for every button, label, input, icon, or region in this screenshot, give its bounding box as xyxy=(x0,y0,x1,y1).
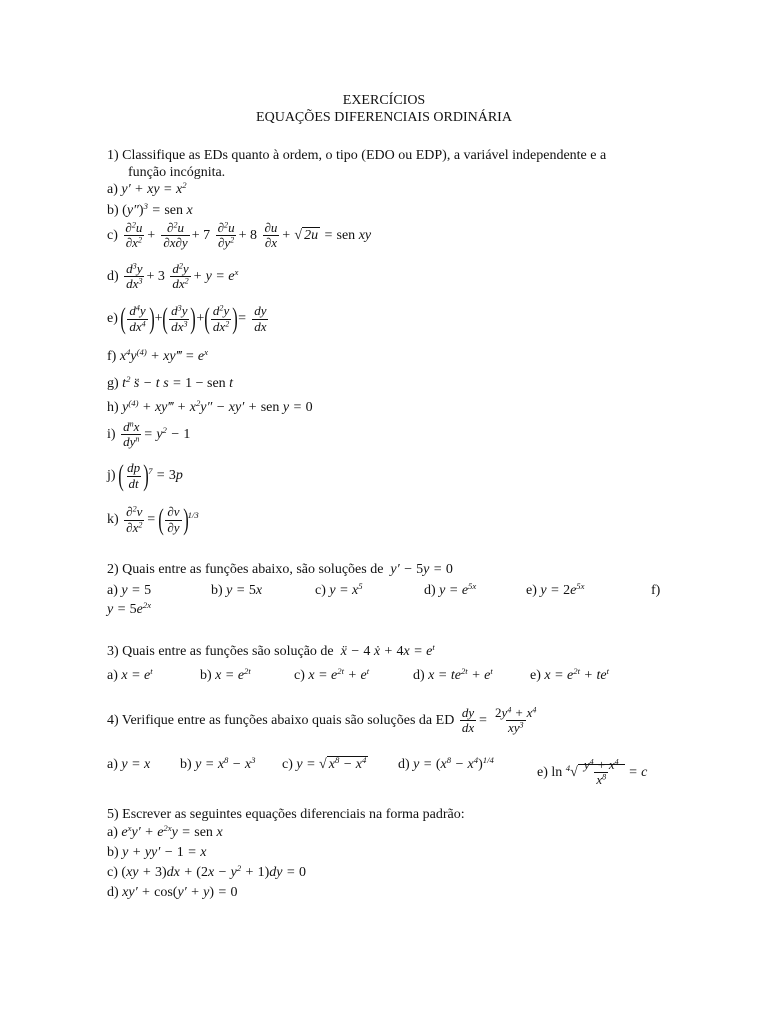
q2-opt-f: $y = 5e^{2x}$ xyxy=(107,600,152,617)
q2-opt-c: c) $y = x^5$ xyxy=(315,581,363,598)
q5-opt-c: c) $(xy + 3)dx + (2x - y^2 + 1)dy = 0$ xyxy=(107,863,306,880)
q1-item-a: a) y′ + xy = $x^2$ xyxy=(107,180,187,197)
q1-item-d: d) $\frac{d^3y}{dx^3}$ + 3 $\frac{d^2y}{dx^2}$ + $y = e^x$ xyxy=(107,261,239,292)
q4-opt-d: d) $y = (x^8 - x^4)^{1/4}$ xyxy=(398,755,494,772)
q5-opt-b: b) y + yy′ − 1 = x xyxy=(107,845,207,860)
q1-item-f: f) $x^4y^{(4)}$ + xy‴ = $e^x$ xyxy=(107,347,209,364)
q1-item-i: i) $\frac{d^nx}{dy^n}$ = $y^2 - 1$ xyxy=(107,419,191,450)
title-line2: EQUAÇÕES DIFERENCIAIS ORDINÁRIA xyxy=(256,110,512,125)
q1-item-j: j) ( $\frac{dp}{dt}$ )$^7$ = 3p xyxy=(107,459,183,492)
q3-opt-b: b) $x = e^{2t}$ xyxy=(200,666,251,683)
q1-item-k: k) $\frac{\partial^2v}{\partial x^2}$ = ( $\frac{\partial v}{\partial y}$ )$^{1/3}$ xyxy=(107,503,199,536)
q3-opt-c: c) $x = e^{2t} + e^t$ xyxy=(294,666,370,683)
q2-opt-d: d) $y = e^{5x}$ xyxy=(424,581,477,598)
q1-item-c: c) $\frac{\partial^2u}{\partial x^2}$ + $\frac{\partial^2u}{\partial x\partial y}$ + 7 $\frac{\partial^2u}{\partial y^2}$ + 8 $\frac{\partial u}{\partial x}$ + √ 2u = sen xy xyxy=(107,220,372,251)
q3-opt-d: d) $x = te^{2t} + e^t$ xyxy=(413,666,493,683)
q2-opt-a: a) y = 5 xyxy=(107,583,152,598)
q1-item-h: h) $y^{(4)}$ + xy‴ + $x^2y'' - xy'$ + sen y = 0 xyxy=(107,398,313,415)
q1-text-line2: função incógnita. xyxy=(128,165,226,180)
q4-opt-a: a) y = x xyxy=(107,757,151,772)
q3-opt-a: a) $x = e^t$ xyxy=(107,666,153,683)
q1-item-e: e) ( $\frac{d^4y}{dx^4}$ )+( $\frac{d^3y}{dx^3}$ )+( $\frac{d^2y}{dx^2}$ )= $\frac{dy}{dx}$ xyxy=(107,302,267,335)
q4-opt-e: e) ln $^4$√ $\frac{y^4 + x^4}{x^8}$ = c xyxy=(537,757,648,788)
q3-opt-e: e) $x = e^{2t} + te^t$ xyxy=(530,666,609,683)
q5-text: 5) Escrever as seguintes equações diferenciais na forma padrão: xyxy=(107,807,465,822)
q4-opt-c: c) y = √ $x^8 - x^4$ xyxy=(282,755,367,772)
q1-text-line1: 1) Classifique as EDs quanto à ordem, o tipo (EDO ou EDP), a variável independente e a xyxy=(107,148,607,163)
q4-text: 4) Verifique entre as funções abaixo quais são soluções da ED $\frac{dy}{dx}$ = $\frac{2y^4 + x^4}{xy^3}$ xyxy=(107,705,537,736)
q4-opt-b: b) $y = x^8 - x^3$ xyxy=(180,755,256,772)
q5-opt-a: a) $e^xy' + e^{2x}y$ = sen x xyxy=(107,823,223,840)
title-line1: EXERCÍCIOS xyxy=(342,93,426,108)
q2-opt-f-label: f) xyxy=(651,583,661,598)
q2-text: 2) Quais entre as funções abaixo, são soluções de y′ − 5y = 0 xyxy=(107,562,453,577)
q1-item-b: b) $(y'')^3$ = sen x xyxy=(107,201,193,218)
q2-opt-b: b) y = 5x xyxy=(211,583,263,598)
q5-opt-d: d) xy′ + cos(y′ + y) = 0 xyxy=(107,885,238,900)
q1-item-g: g) $t^2$ s̈ − t s = 1 − sen t xyxy=(107,374,234,391)
q3-text: 3) Quais entre as funções são solução de ẍ − 4 ẋ + $4x = e^t$ xyxy=(107,642,435,659)
q2-opt-e: e) $y = 2e^{5x}$ xyxy=(526,581,585,598)
